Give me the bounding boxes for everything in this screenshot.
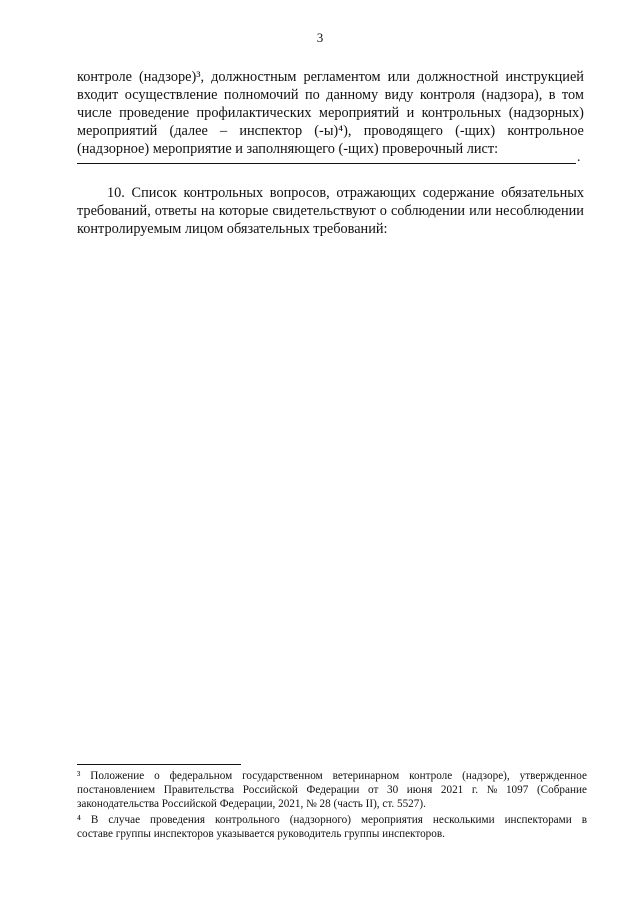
- word: проведения: [150, 814, 206, 826]
- word: вопросов,: [269, 185, 330, 201]
- word: контроле: [77, 69, 133, 85]
- word: –: [220, 123, 228, 139]
- blank-rule: [77, 163, 576, 164]
- word: (далее: [169, 123, 208, 139]
- word: постановлением: [77, 784, 156, 796]
- word: контроля: [419, 87, 476, 103]
- word: В: [90, 814, 99, 826]
- word: проведение: [119, 105, 190, 121]
- word: том: [561, 87, 584, 103]
- footnote-marker: ³: [77, 770, 81, 782]
- word: несколькими: [432, 814, 495, 826]
- paragraph-inspector-line-3: [77, 104, 584, 122]
- page-number: 3: [316, 30, 324, 45]
- word: 10.: [107, 185, 125, 201]
- footnote-3-line-1: [77, 769, 587, 783]
- word: или: [469, 203, 492, 219]
- word: мероприятия: [360, 814, 423, 826]
- word: инспектор: [239, 123, 303, 139]
- word: ответы: [154, 203, 197, 219]
- word: (надзорное) мероприятие и заполняющего (-щих) проверочный лист:: [77, 141, 499, 157]
- footnote-marker: ⁴: [77, 814, 81, 826]
- paragraph-inspector-line-1: [77, 68, 584, 86]
- word: июня: [406, 784, 433, 796]
- word: №: [486, 784, 498, 796]
- footnote-separator: [77, 764, 241, 765]
- word: мероприятий: [318, 105, 400, 121]
- word: контрольных: [183, 185, 264, 201]
- word: контрольных: [421, 105, 502, 121]
- footnote-3-line-3: [77, 797, 587, 811]
- word: о: [379, 203, 387, 219]
- word: (надзоре),: [462, 770, 510, 782]
- word: в: [581, 814, 587, 826]
- word: в: [548, 87, 556, 103]
- word: (надзорных): [508, 105, 584, 121]
- paragraph-10-line-2: [77, 202, 584, 220]
- word: Федерации: [306, 784, 360, 796]
- word: г.: [471, 784, 479, 796]
- paragraph-inspector-line-4: [77, 122, 584, 140]
- paragraph-10-line-1: [107, 184, 584, 202]
- word: осуществление: [124, 87, 218, 103]
- word: о: [154, 770, 160, 782]
- word: 2021: [440, 784, 464, 796]
- word: контроле: [409, 770, 453, 782]
- word: (-ы)⁴),: [314, 123, 352, 139]
- fill-in-line: [77, 150, 584, 166]
- word: контрольного: [215, 814, 280, 826]
- word: регламентом: [303, 69, 381, 85]
- word: (надзора),: [481, 87, 543, 103]
- word: должностным: [211, 69, 297, 85]
- word: обязательных: [501, 185, 584, 201]
- word: которые: [218, 203, 269, 219]
- word: контрольное: [507, 123, 584, 139]
- word: от: [368, 784, 379, 796]
- word: свидетельствуют: [272, 203, 376, 219]
- footnote-4-line-2: [77, 827, 587, 841]
- word: инспекторами: [504, 814, 572, 826]
- word: государственном: [242, 770, 323, 782]
- word: законодательства Российской Федерации, 2021, № 28 (часть II), ст. 5527).: [77, 798, 426, 810]
- word: входит: [77, 87, 119, 103]
- word: числе: [77, 105, 112, 121]
- trailing-dot: .: [577, 150, 581, 165]
- word: данному: [326, 87, 379, 103]
- footnote-4-line-1: [77, 813, 587, 827]
- word: по: [304, 87, 320, 103]
- word: отражающих: [336, 185, 416, 201]
- word: ветеринарном: [332, 770, 400, 782]
- word: должностной: [417, 69, 499, 85]
- word: 1097: [505, 784, 529, 796]
- word: полномочий: [223, 87, 299, 103]
- word: утвержденное: [519, 770, 587, 782]
- word: на: [200, 203, 215, 219]
- word: виду: [384, 87, 414, 103]
- word: мероприятий: [77, 123, 158, 139]
- word: Правительства: [163, 784, 235, 796]
- word: федеральном: [169, 770, 233, 782]
- word: Российской: [242, 784, 298, 796]
- word: 30: [386, 784, 399, 796]
- word: или: [387, 69, 411, 85]
- word: (Собрание: [536, 784, 587, 796]
- word: Список: [131, 185, 177, 201]
- paragraph-inspector-line-5: [77, 140, 584, 158]
- word: и: [406, 105, 415, 121]
- word: случае: [108, 814, 141, 826]
- word: содержание: [422, 185, 495, 201]
- word: несоблюдении: [495, 203, 584, 219]
- paragraph-10-line-3: [77, 220, 584, 238]
- word: инструкцией: [505, 69, 584, 85]
- word: контролируемым лицом обязательных требований:: [77, 221, 388, 237]
- paragraph-inspector-line-2: [77, 86, 584, 104]
- word: (надзоре)³,: [139, 69, 205, 85]
- word: (надзорного): [289, 814, 351, 826]
- word: (-щих): [455, 123, 496, 139]
- word: проводящего: [363, 123, 443, 139]
- word: профилактических: [196, 105, 312, 121]
- footnote-3-line-2: [77, 783, 587, 797]
- word: составе группы инспекторов указывается руководитель группы инспекторов.: [77, 828, 445, 840]
- word: соблюдении: [390, 203, 466, 219]
- word: требований,: [77, 203, 151, 219]
- word: Положение: [90, 770, 145, 782]
